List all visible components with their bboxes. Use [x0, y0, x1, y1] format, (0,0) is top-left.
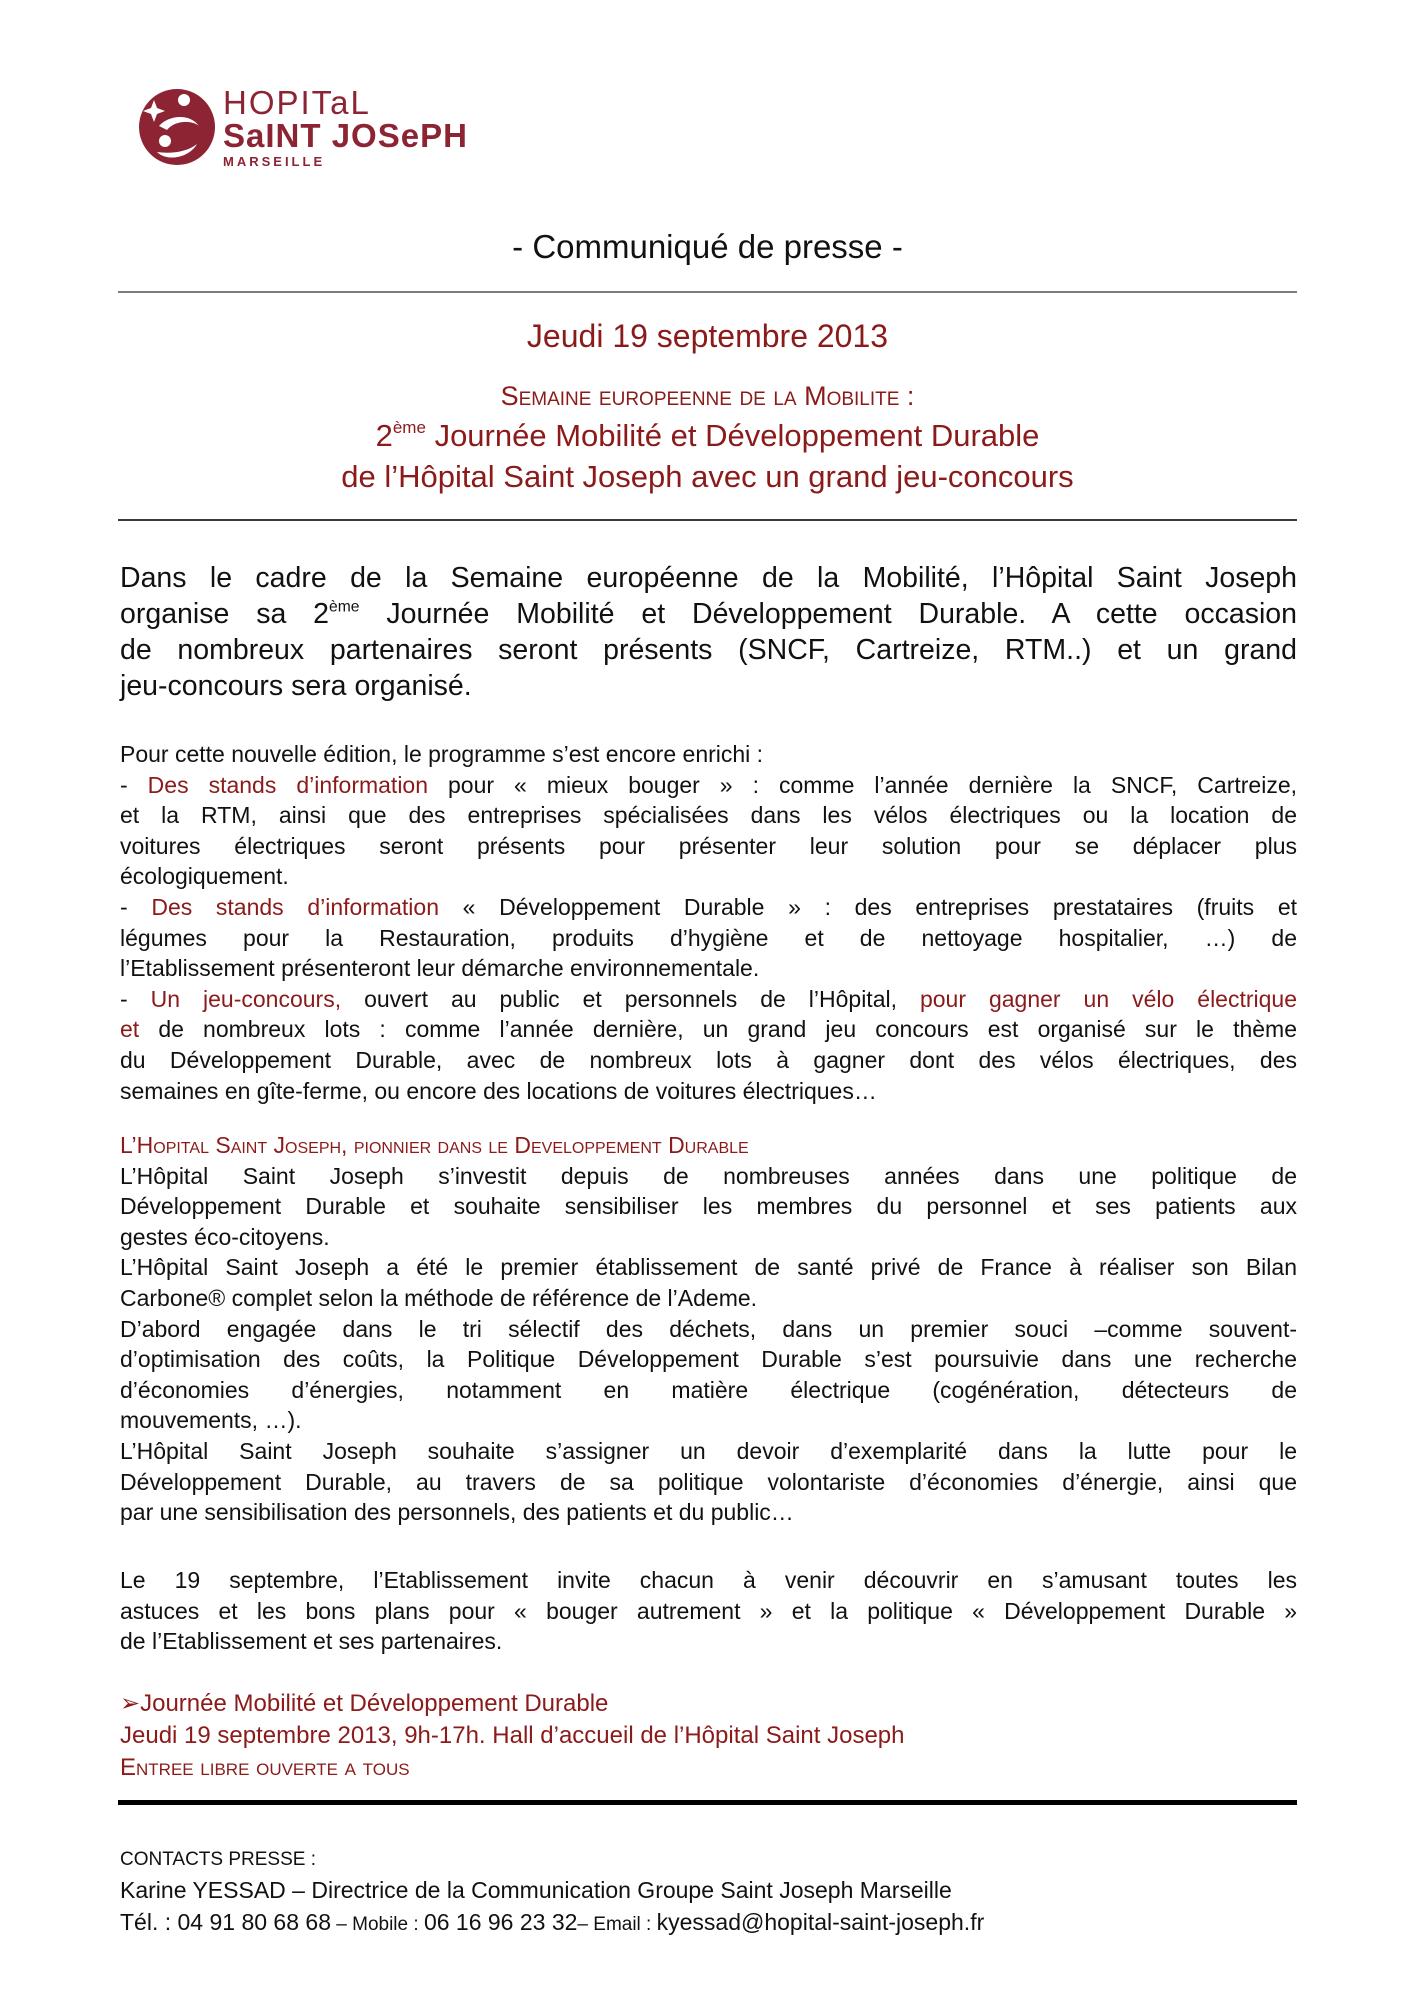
- program-item-3-line: et de nombreux lots : comme l’année dernière, un grand jeu concours est organisé sur le thème: [120, 1016, 1297, 1043]
- program-lead: Pour cette nouvelle édition, le programme s’est encore enrichi :: [120, 741, 764, 767]
- ordinal-number: 2: [375, 418, 393, 453]
- subtitle-semaine: Semaine europeenne de la Mobilite :: [500, 381, 915, 411]
- intro-line: Dans le cadre de la Semaine européenne de la Mobilité, l’Hôpital Saint Joseph: [120, 562, 1297, 594]
- press-contacts: [120, 1846, 1297, 1941]
- section-line: mouvements, …).: [120, 1407, 302, 1434]
- event-date-heading: Jeudi 19 septembre 2013: [526, 318, 889, 354]
- closing-paragraph: [120, 1565, 1297, 1657]
- highlight-stands-dd: Des stands d’information: [151, 893, 440, 920]
- section-line: L’Hôpital Saint Joseph a été le premier établissement de santé privé de France à réaliser son Bilan: [120, 1254, 1297, 1281]
- hospital-logo: [137, 86, 517, 172]
- hospital-emblem-icon: [137, 86, 217, 168]
- highlight-jeu-concours: Un jeu-concours,: [150, 985, 342, 1012]
- section-line: Développement Durable, au travers de sa politique volontariste d’économies d’énergie, ainsi que: [120, 1468, 1297, 1495]
- event-entry: Entree libre ouverte a tous: [120, 1754, 410, 1781]
- section-line: d’optimisation des coûts, la Politique Développement Durable s’est poursuivie dans une recherche: [120, 1346, 1297, 1373]
- subtitle-journee-text: Journée Mobilité et Développement Durable: [425, 418, 1040, 453]
- subtitle-journee: [118, 418, 1297, 454]
- contact-details: Tél. : 04 91 80 68 68 – Mobile : 06 16 96 23 32– Email : kyessad@hopital-saint-joseph.fr: [120, 1909, 985, 1935]
- event-when-where: Jeudi 19 septembre 2013, 9h-17h. Hall d’accueil de l’Hôpital Saint Joseph: [120, 1722, 905, 1749]
- section-line: L’Hôpital Saint Joseph souhaite s’assigner un devoir d’exemplarité dans la lutte pour le: [120, 1437, 1297, 1464]
- intro-paragraph: [120, 560, 1297, 704]
- contact-person: Karine YESSAD – Directrice de la Communication Groupe Saint Joseph Marseille: [120, 1877, 952, 1903]
- program-item-3: - Un jeu-concours, ouvert au public et personnels de l’Hôpital, pour gagner un vélo électrique: [120, 985, 1298, 1012]
- section-line: Carbone® complet selon la méthode de référence de l’Ademe.: [120, 1284, 758, 1311]
- closing-line: de l’Etablissement et ses partenaires.: [120, 1628, 503, 1655]
- email-link[interactable]: kyessad@hopital-saint-joseph.fr: [656, 1909, 985, 1935]
- event-name: ➢Journée Mobilité et Développement Durable: [120, 1690, 609, 1717]
- subtitle-hopital: de l’Hôpital Saint Joseph avec un grand jeu-concours: [341, 459, 1074, 494]
- arrow-bullet-icon: ➢: [120, 1690, 141, 1717]
- intro-line: organise sa 2ème Journée Mobilité et Développement Durable. A cette occasion: [120, 598, 1297, 630]
- section-line: Développement Durable et souhaite sensibiliser les membres du personnel et ses patients aux: [120, 1193, 1297, 1220]
- program-item-3-line: semaines en gîte-ferme, ou encore des locations de voitures électriques…: [120, 1077, 877, 1104]
- press-release-title: - Communiqué de presse -: [512, 228, 903, 265]
- logo-hopital: HOPITaL: [223, 84, 371, 121]
- intro-line: de nombreux partenaires seront présents (SNCF, Cartreize, RTM..) et un grand: [120, 634, 1297, 666]
- intro-line: jeu-concours sera organisé.: [120, 670, 472, 702]
- section-line: par une sensibilisation des personnels, des patients et du public…: [120, 1499, 794, 1526]
- program-item-1-line: écologiquement.: [120, 863, 289, 890]
- header-divider: [118, 291, 1297, 293]
- section-line: D’abord engagée dans le tri sélectif des déchets, dans un premier souci –comme souvent-: [120, 1315, 1297, 1342]
- ordinal-suffix: ème: [392, 418, 426, 438]
- title-divider: [118, 519, 1297, 521]
- program-item-1-line: voitures électriques seront présents pour présenter leur solution pour se déplacer plus: [120, 832, 1297, 859]
- footer-divider: [118, 1800, 1297, 1805]
- program-item-2-line: légumes pour la Restauration, produits d’hygiène et de nettoyage hospitalier, …) de: [120, 924, 1297, 951]
- contacts-label: CONTACTS PRESSE :: [120, 1849, 317, 1870]
- phone-number: 04 91 80 68 68: [177, 1909, 331, 1935]
- section-line: gestes éco-citoyens.: [120, 1223, 330, 1250]
- section-line: d’économies d’énergies, notamment en matière électrique (cogénération, détecteurs de: [120, 1376, 1297, 1403]
- logo-saint-joseph: SaINT JOSePH: [223, 117, 468, 154]
- highlight-stands-mobility: Des stands d’information: [147, 771, 429, 798]
- highlight-velo: pour gagner un vélo électrique: [919, 985, 1298, 1012]
- program-item-1-line: et la RTM, ainsi que des entreprises spécialisées dans les vélos électriques ou la location de: [120, 802, 1297, 829]
- event-info: [120, 1688, 1297, 1784]
- closing-line: astuces et les bons plans pour « bouger autrement » et la politique « Développement Durable »: [120, 1597, 1297, 1624]
- pioneer-section: [120, 1130, 1297, 1528]
- program-section: [120, 739, 1297, 1106]
- program-item-2-line: l’Etablissement présenteront leur démarche environnementale.: [120, 955, 760, 982]
- mobile-number: 06 16 96 23 32: [423, 1909, 578, 1935]
- closing-line: Le 19 septembre, l’Etablissement invite chacun à venir découvrir en s’amusant toutes les: [120, 1567, 1297, 1593]
- program-item-1: - Des stands d’information pour « mieux bouger » : comme l’année dernière la SNCF, Cartreize,: [120, 771, 1297, 798]
- section-heading: L’Hopital Saint Joseph, pionnier dans le Developpement Durable: [120, 1132, 749, 1158]
- section-line: L’Hôpital Saint Joseph s’investit depuis de nombreuses années dans une politique de: [120, 1162, 1297, 1189]
- program-item-3-line: du Développement Durable, avec de nombreux lots à gagner dont des vélos électriques, des: [120, 1046, 1297, 1073]
- program-item-2: - Des stands d’information « Développement Durable » : des entreprises prestataires (fruits et: [120, 893, 1297, 920]
- logo-marseille: MARSEILLE: [223, 154, 326, 169]
